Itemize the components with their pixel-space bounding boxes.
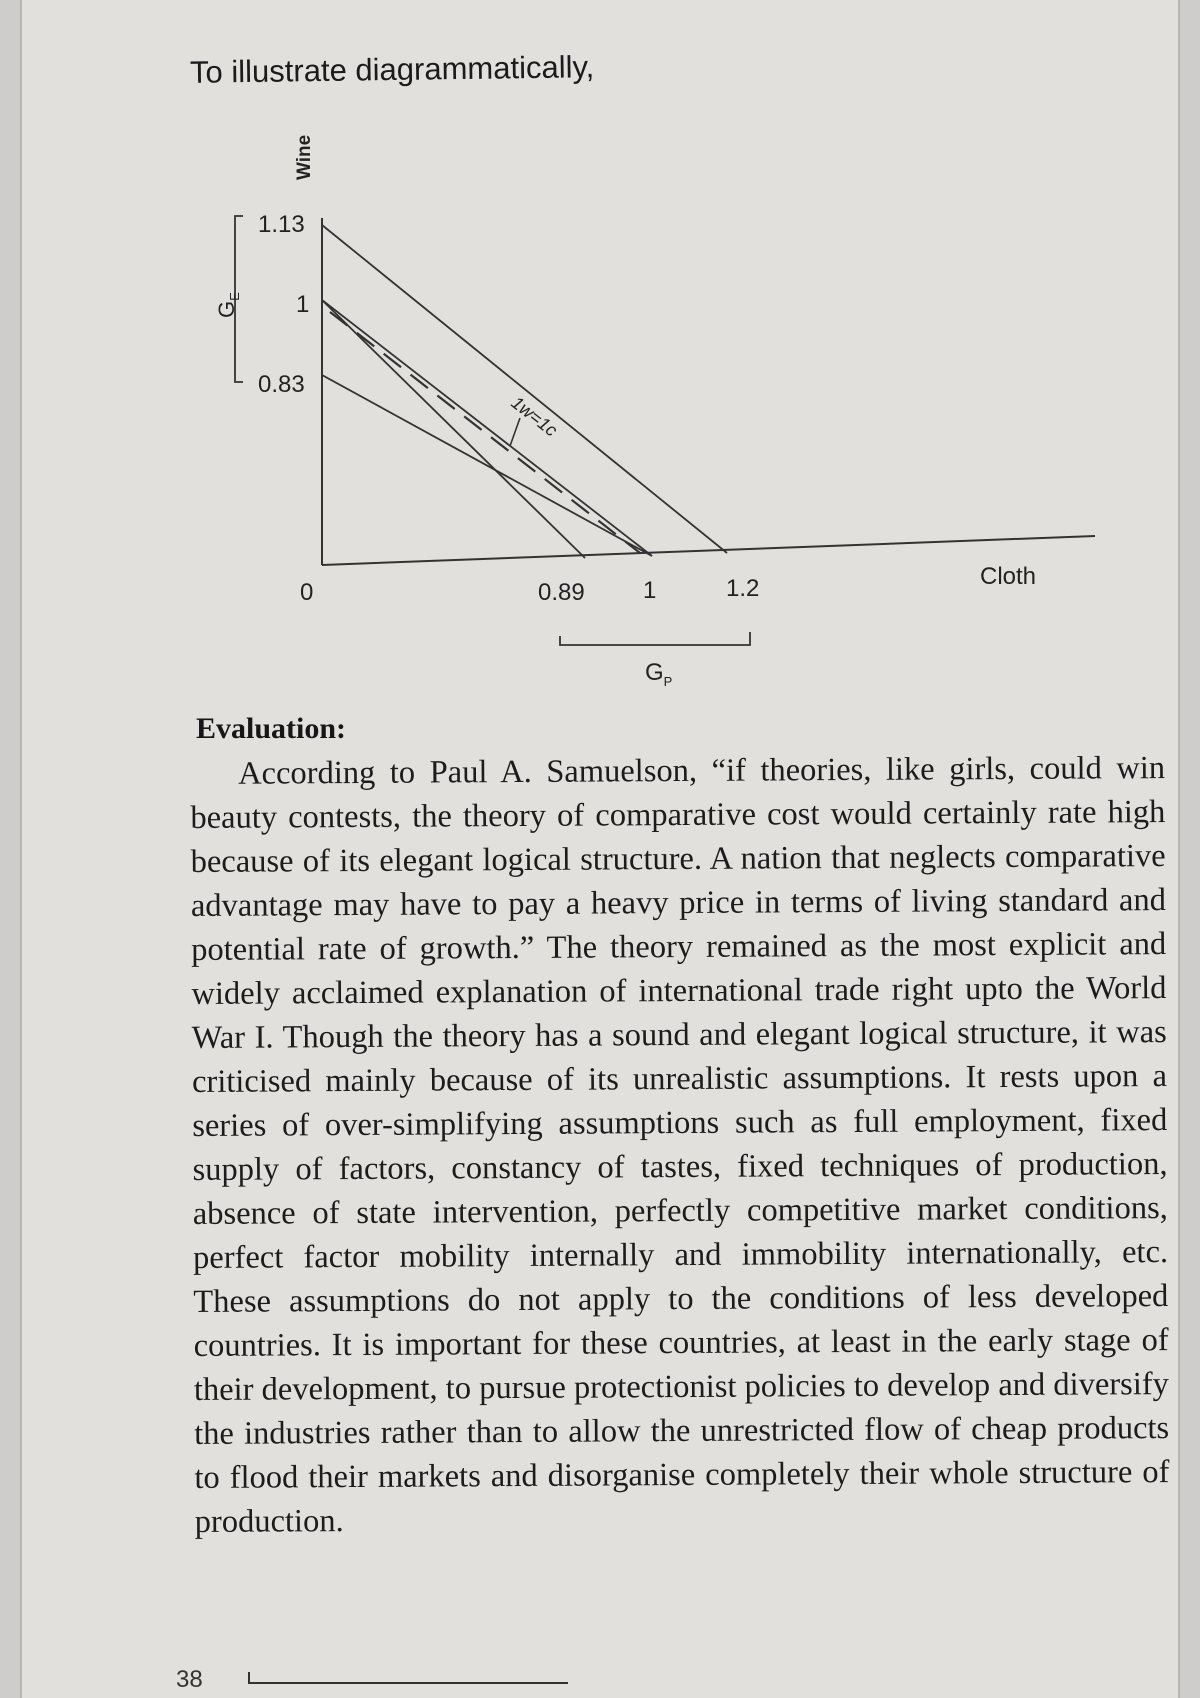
line-1-to-1-dashed xyxy=(330,312,640,553)
line-1-to-1-solid xyxy=(322,300,652,556)
x-tick-12: 1.2 xyxy=(726,575,760,602)
gains-bracket-x xyxy=(560,632,750,645)
trade-diagram xyxy=(0,0,1200,720)
x-tick-1: 1 xyxy=(643,577,657,604)
evaluation-paragraph: According to Paul A. Samuelson, “if theories, like girls, could win beauty contests, the theory of comparative cost would certainly rate high because of its elegant logical structure. A nation that neglects comparative advantage may have to pay a heavy price in terms of living standard and potential rate of growth.” The theory remained as the most explicit and widely acclaimed explanation of international trade right upto the World War I. Though the theory has a sound and elegant logical structure, it was criticised mainly because of its unrealistic assumptions. It rests upon a series of over-simplifying assumptions such as full employment, fixed supply of factors, constancy of tastes, fixed techniques of production, absence of state intervention, perfectly competitive market conditions, perfect factor mobility internally and immobility internationally, etc. These assumptions do not apply to the conditions of less developed countries. It is important for these countries, at least in the early stage of their development, to pursue protectionist policies to develop and diversify the industries rather than to allow the unrestricted flow of cheap products to flood their markets and disorganise completely their whole structure of production. xyxy=(190,750,1170,1540)
x-gains-label: $G_P$ xyxy=(645,659,673,689)
x-tick-089: 0.89 xyxy=(538,579,585,606)
y-tick-083: 0.83 xyxy=(258,371,305,398)
y-gains-label: $G_E$ xyxy=(214,292,242,318)
footer-rule xyxy=(248,1682,568,1684)
line-label: 1w=1c xyxy=(507,392,562,441)
y-tick-113: 1.13 xyxy=(258,211,305,238)
y-axis-label: Wine xyxy=(294,134,315,180)
y-tick-1: 1 xyxy=(296,291,310,318)
x-axis xyxy=(322,536,1095,565)
arrow-mark xyxy=(510,418,520,446)
x-axis-label: Cloth xyxy=(980,563,1037,590)
line-083-to-1 xyxy=(322,375,652,556)
evaluation-heading: Evaluation: xyxy=(196,712,347,745)
page-number: 38 xyxy=(176,1666,203,1693)
origin-label: 0 xyxy=(300,579,314,606)
intro-text: To illustrate diagrammatically, xyxy=(189,49,595,90)
line-113-to-12 xyxy=(322,225,727,553)
